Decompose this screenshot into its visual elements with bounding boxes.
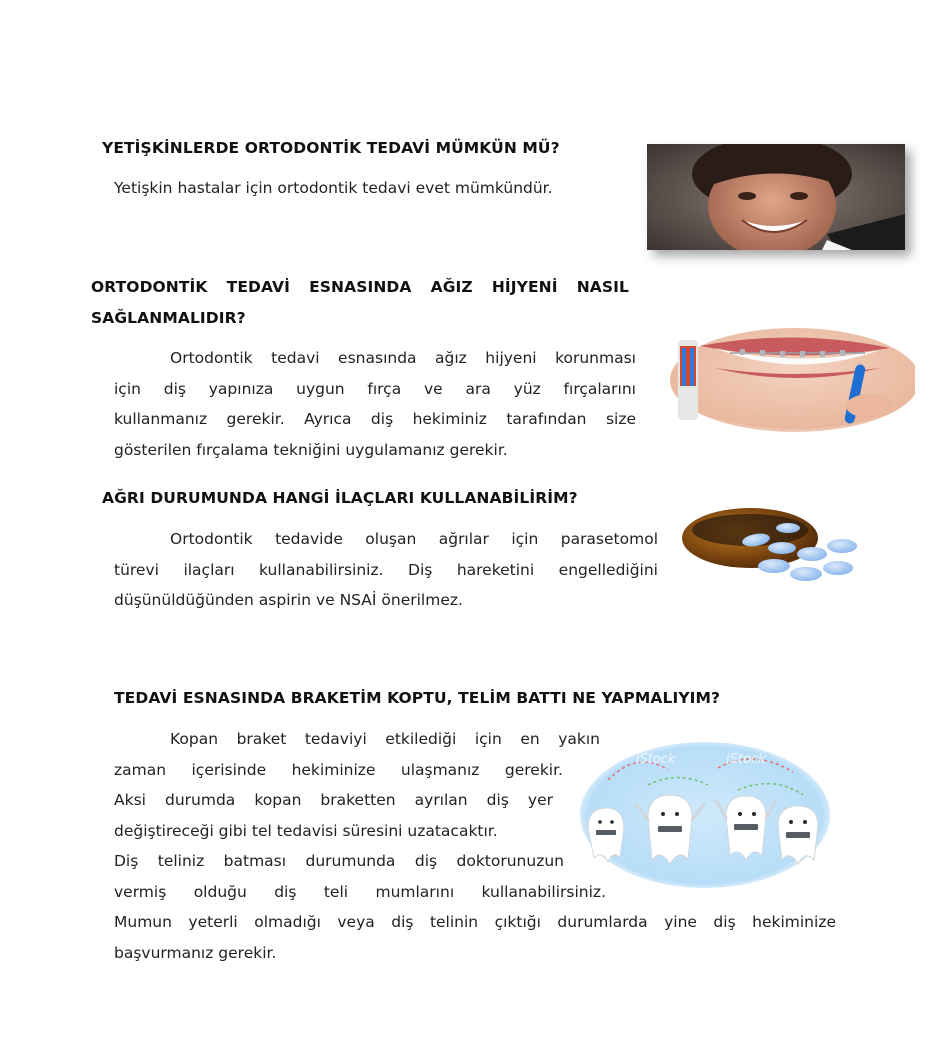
paragraph-line: Ortodontik tedavi esnasında ağız hijyeni korunması xyxy=(170,349,636,367)
cartoon-teeth-illustration xyxy=(578,740,832,890)
watermark-text: iStock xyxy=(636,752,676,767)
paragraph-line: Kopan braket tedaviyi etkilediği için en yakın xyxy=(170,730,600,748)
heading-oral-hygiene-line1: ORTODONTİK TEDAVİ ESNASINDA AĞIZ HİJYENİ NASIL xyxy=(91,278,629,296)
paragraph-line: gösterilen fırçalama tekniğini uygulamanız gerekir. xyxy=(114,440,508,459)
paragraph-line: Ortodontik tedavide oluşan ağrılar için parasetomol xyxy=(170,530,658,548)
heading-oral-hygiene-line2: SAĞLANMALIDIR? xyxy=(91,309,246,327)
smiling-man-photo xyxy=(647,144,905,250)
paragraph-line: Mumun yeterli olmadığı veya diş telinin çıktığı durumlarda yine diş hekiminize xyxy=(114,913,836,931)
paragraph-adult-treatment: Yetişkin hastalar için ortodontik tedavi evet mümkündür. xyxy=(114,179,553,197)
paragraph-oral-hygiene xyxy=(114,343,636,465)
braces-smile-photo xyxy=(660,328,915,433)
paragraph-line: Diş teliniz batması durumunda diş doktorunuzun xyxy=(114,852,564,870)
paragraph-line: değiştireceği gibi tel tedavisi süresini uzatacaktır. xyxy=(114,821,498,840)
paragraph-line: başvurmanız gerekir. xyxy=(114,943,277,962)
paragraph-line: düşünüldüğünden aspirin ve NSAİ önerilmez. xyxy=(114,591,463,609)
paragraph-line: kullanmanız gerekir. Ayrıca diş hekiminiz tarafından size xyxy=(114,410,636,428)
paragraph-line: için diş yapınıza uygun fırça ve ara yüz fırçalarını xyxy=(114,379,636,398)
watermark-text: iStock xyxy=(726,752,766,767)
heading-adult-treatment: YETİŞKİNLERDE ORTODONTİK TEDAVİ MÜMKÜN MÜ? xyxy=(102,139,560,157)
heading-broken-bracket: TEDAVİ ESNASINDA BRAKETİM KOPTU, TELİM BATTI NE YAPMALIYIM? xyxy=(114,689,721,707)
heading-pain-medication: AĞRI DURUMUNDA HANGİ İLAÇLARI KULLANABİLİRİM? xyxy=(102,489,578,507)
paragraph-line: Aksi durumda kopan braketten ayrılan diş yer xyxy=(114,791,553,809)
paragraph-pain-medication xyxy=(114,524,658,616)
paragraph-line: vermiş olduğu diş teli mumlarını kullanabilirsiniz. xyxy=(114,882,606,901)
paragraph-line: türevi ilaçları kullanabilirsiniz. Diş hareketini engellediğini xyxy=(114,560,658,579)
paragraph-line: zaman içerisinde hekiminize ulaşmanız gerekir. xyxy=(114,760,563,779)
pills-photo xyxy=(678,500,878,592)
